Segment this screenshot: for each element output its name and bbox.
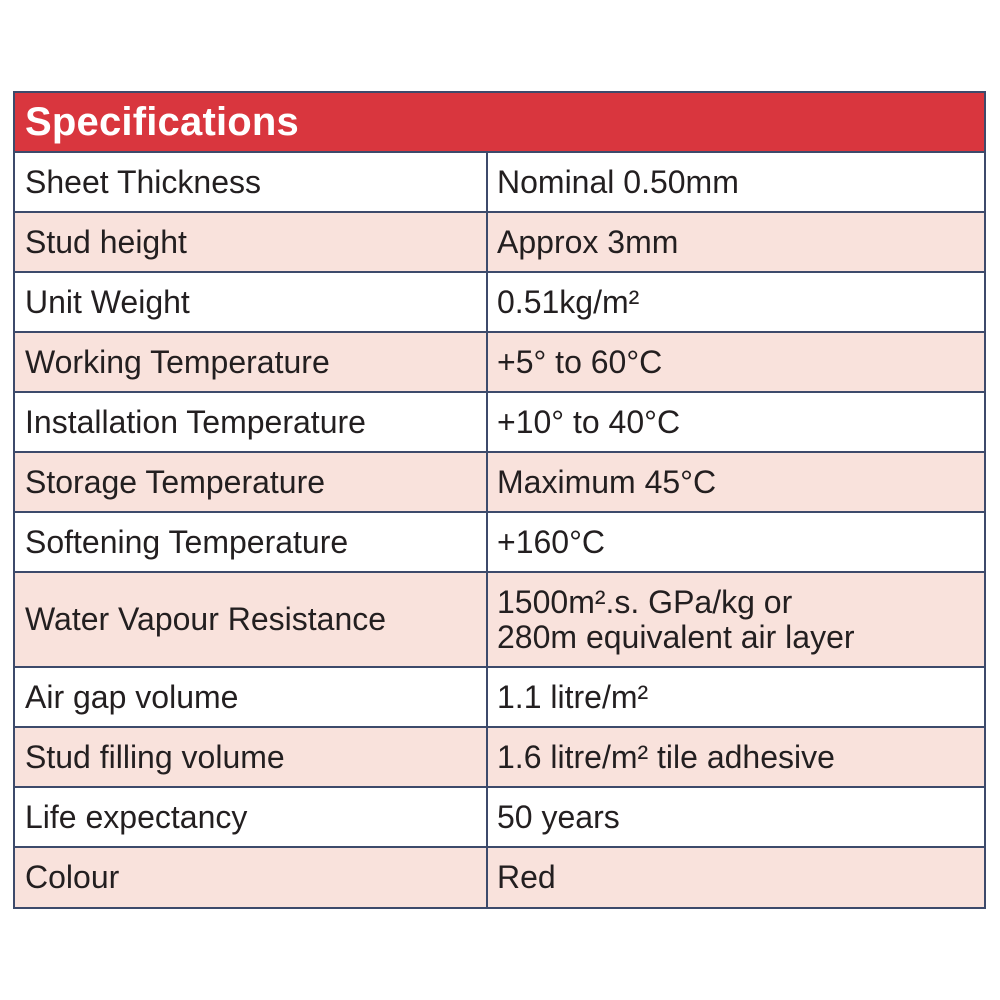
table-title: Specifications: [25, 99, 299, 144]
row-label: Installation Temperature: [15, 393, 488, 451]
row-label: Softening Temperature: [15, 513, 488, 571]
row-label: Stud filling volume: [15, 728, 488, 786]
row-label: Colour: [15, 848, 488, 907]
row-value: 1.6 litre/m² tile adhesive: [497, 738, 835, 775]
table-row-installation-temperature: [15, 393, 984, 453]
row-value: Nominal 0.50mm: [497, 163, 739, 200]
row-label: Stud height: [15, 213, 488, 271]
table-row-life-expectancy: [15, 788, 984, 848]
table-row-colour: [15, 848, 984, 907]
row-value: +160°C: [497, 523, 605, 560]
table-row-unit-weight: [15, 273, 984, 333]
row-value-line: 280m equivalent air layer: [497, 618, 855, 655]
specifications-table: [13, 91, 986, 909]
table-row-stud-filling-volume: [15, 728, 984, 788]
table-row-storage-temperature: [15, 453, 984, 513]
table-header: [15, 93, 984, 153]
row-label: Storage Temperature: [15, 453, 488, 511]
table-row-working-temperature: [15, 333, 984, 393]
row-value-line: 1500m².s. GPa/kg or: [497, 583, 793, 620]
row-value: [488, 573, 984, 666]
table-row-stud-height: [15, 213, 984, 273]
table-row-air-gap-volume: [15, 668, 984, 728]
row-value: Maximum 45°C: [497, 463, 717, 500]
row-value: Approx 3mm: [497, 223, 679, 260]
row-value: +5° to 60°C: [497, 343, 663, 380]
row-value: 50 years: [497, 798, 620, 835]
row-label: Air gap volume: [15, 668, 488, 726]
row-label: Unit Weight: [15, 273, 488, 331]
row-label: Life expectancy: [15, 788, 488, 846]
row-label: Water Vapour Resistance: [15, 573, 488, 666]
table-row-softening-temperature: [15, 513, 984, 573]
table-row-sheet-thickness: [15, 153, 984, 213]
row-value: 1.1 litre/m²: [497, 678, 649, 715]
row-label: Working Temperature: [15, 333, 488, 391]
row-value: 0.51kg/m²: [497, 283, 640, 320]
table-row-water-vapour-resistance: [15, 573, 984, 668]
row-value: Red: [497, 859, 556, 896]
row-label: Sheet Thickness: [15, 153, 488, 211]
row-value: +10° to 40°C: [497, 403, 681, 440]
